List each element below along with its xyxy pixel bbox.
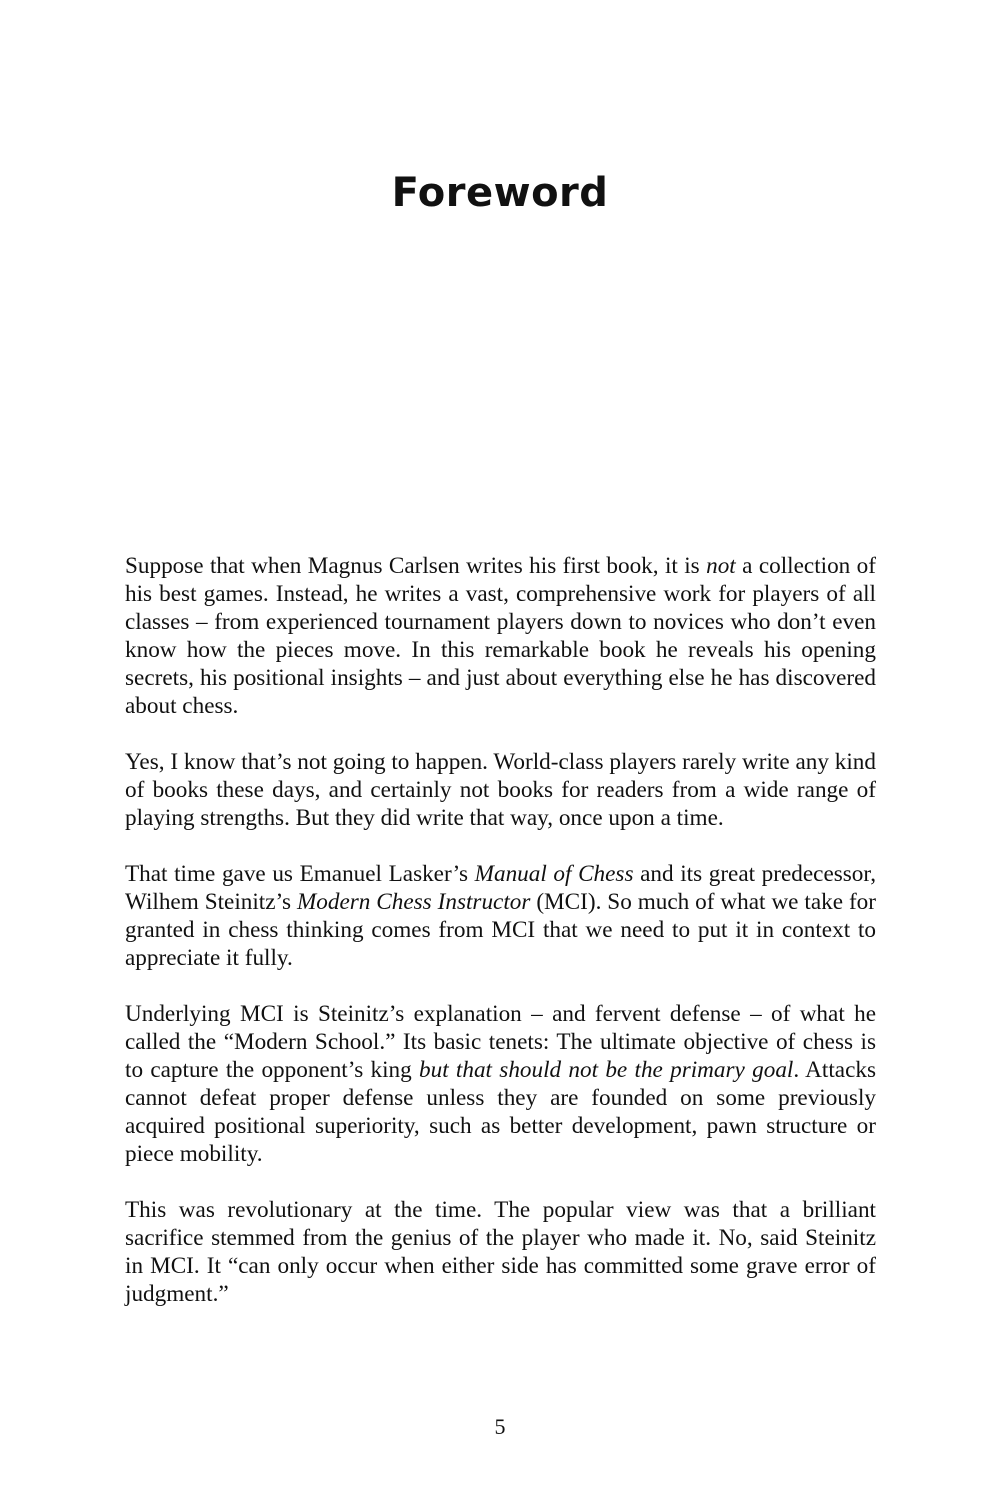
text-run: Yes, I know that’s not going to happen. World-class players rarely write any kind of books these days, and certainly not books for readers from a wide range of playing strengths. But they did write that way, once upon a time. xyxy=(125,749,876,831)
foreword-body xyxy=(125,552,876,1308)
body-paragraph xyxy=(125,1196,876,1308)
text-run: (MCI). So much of what we take for granted in chess thinking comes from MCI that we need to put it in context to appreciate it fully. xyxy=(125,889,877,971)
page-title: Foreword xyxy=(391,170,609,216)
text-run: and its great predecessor, Wilhem Steinitz’s xyxy=(125,861,876,915)
italic-text: but that should not be the primary goal xyxy=(419,1057,794,1083)
body-paragraph xyxy=(125,1000,876,1168)
text-run: This was revolutionary at the time. The popular view was that a brilliant sacrifice stemmed from the genius of the player who made it. No, said Steinitz in MCI. It “can only occur when either side has committed some grave error of judgment.” xyxy=(125,1197,876,1307)
italic-text: Manual of Chess xyxy=(474,861,634,887)
text-run: . Attacks cannot defeat proper defense unless they are founded on some previously acquired positional superiority, such as better development, pawn structure or piece mobility. xyxy=(125,1057,876,1167)
body-paragraph xyxy=(125,748,876,832)
body-paragraph xyxy=(125,860,876,972)
italic-text: Modern Chess Instructor xyxy=(296,889,531,915)
text-run: a collection of his best games. Instead, he writes a vast, comprehensive work for players of all classes – from experienced tournament players down to novices who don’t even know how the pieces move. In this remarkable book he reveals his opening secrets, his positional insights – and just about everything else he has discovered about chess. xyxy=(125,553,876,719)
text-run: Underlying MCI is Steinitz’s explanation – and fervent defense – of what he called the “Modern School.” Its basic tenets: The ultimate objective of chess is to capture the opponent’s king xyxy=(125,1001,876,1083)
page-number: 5 xyxy=(494,1414,506,1439)
body-paragraph xyxy=(125,552,876,720)
text-run: Suppose that when Magnus Carlsen writes his first book, it is xyxy=(125,553,707,579)
italic-text: not xyxy=(706,553,736,579)
text-run: That time gave us Emanuel Lasker’s xyxy=(125,861,475,887)
